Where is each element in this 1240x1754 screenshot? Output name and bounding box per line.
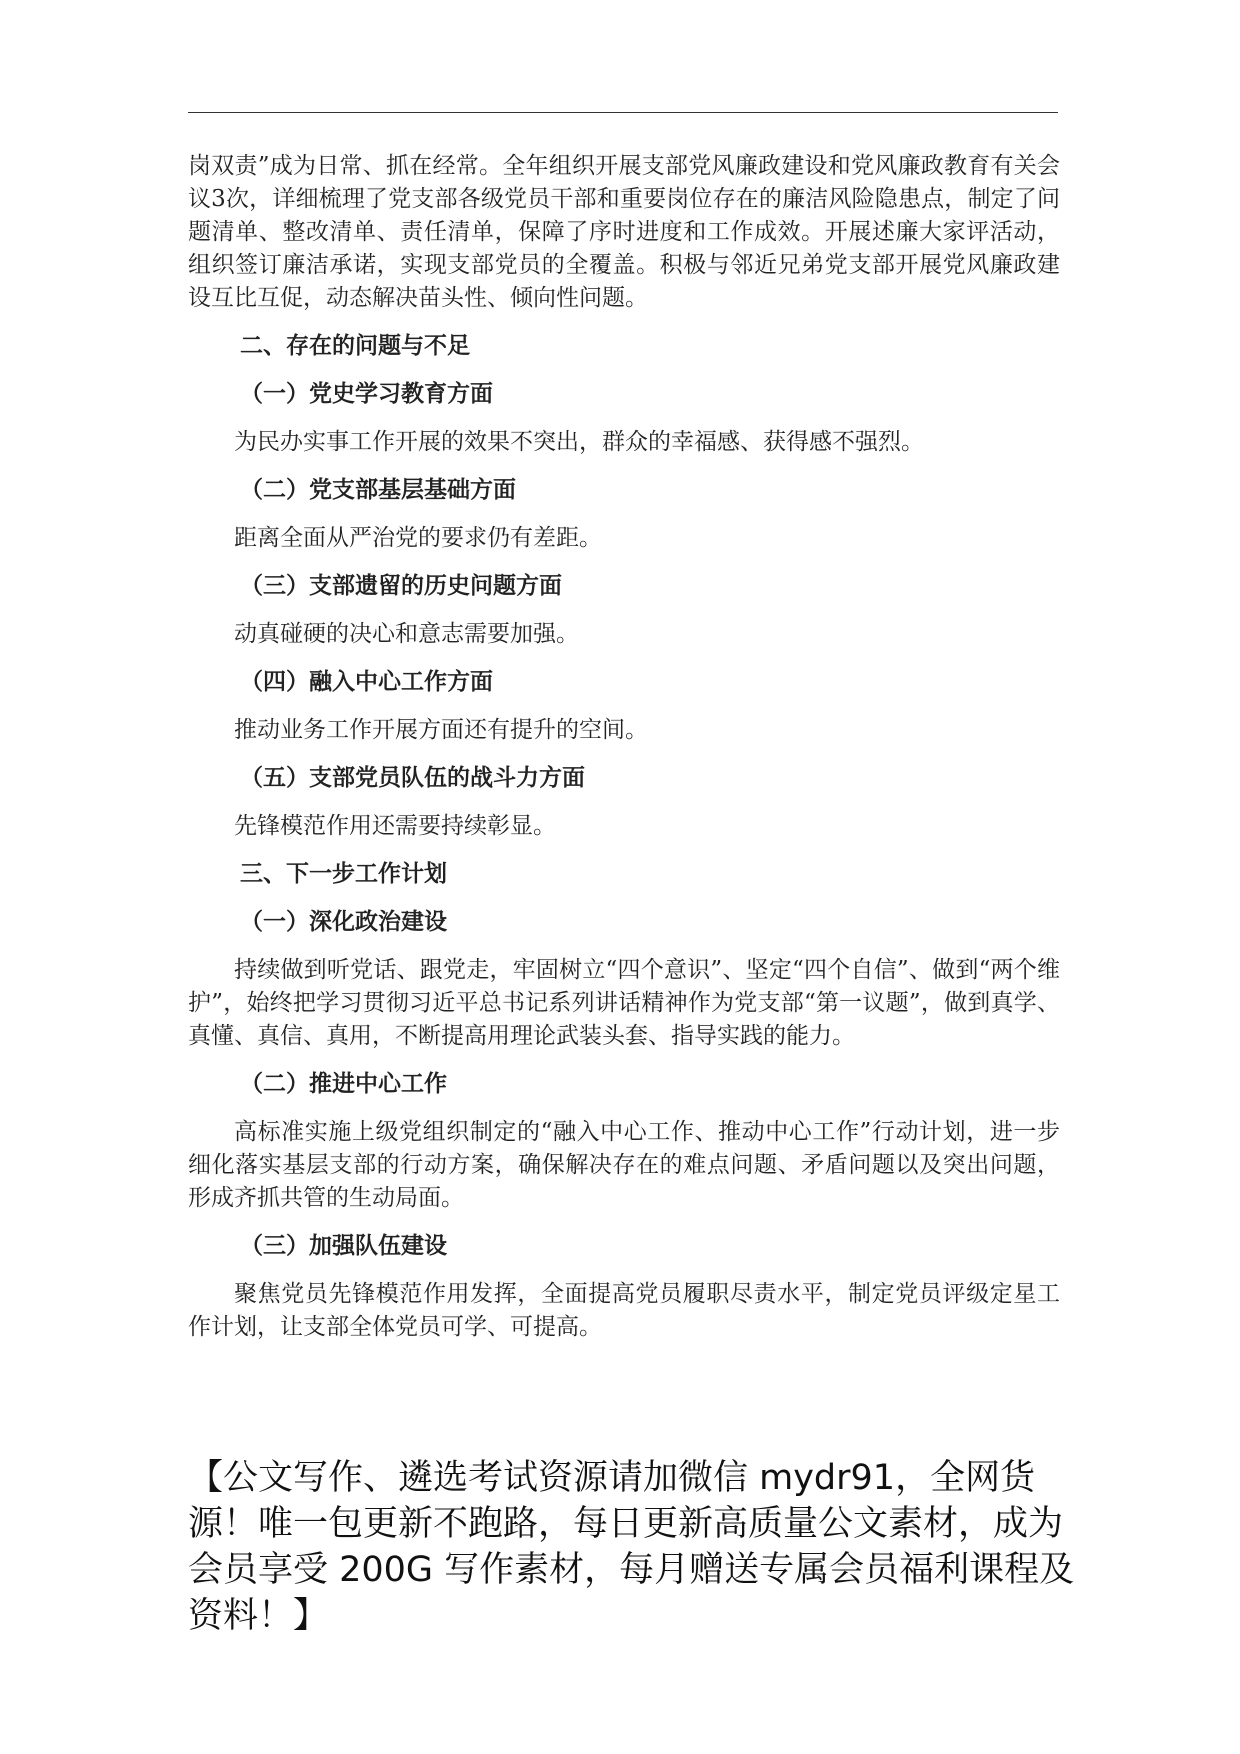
paragraph: 为民办实事工作开展的效果不突出，群众的幸福感、获得感不强烈。 xyxy=(234,429,924,455)
continuation-paragraph: 岗双责”成为日常、抓在经常。全年组织开展支部党风廉政建设和党风廉政教育有关会议3次，详细梳理了党支部各级党员干部和重要岗位存在的廉洁风险隐患点，制定了问题清单、整改清单、责任清单，保障了序时进度和工作成效。开展述廉大家评活动，组织签订廉洁承诺，实现支部党员的全覆盖。积极与邻近兄弟党支部开展党风廉政建设互比互促，动态解决苗头性、倾向性问题。 xyxy=(188,153,1060,311)
subsection-heading: （二）推进中心工作 xyxy=(240,1071,447,1097)
paragraph: 聚焦党员先锋模范作用发挥，全面提高党员履职尽责水平，制定党员评级定星工作计划，让支部全体党员可学、可提高。 xyxy=(188,1281,1060,1340)
paragraph: 距离全面从严治党的要求仍有差距。 xyxy=(234,525,602,551)
paragraph: 先锋模范作用还需要持续彰显。 xyxy=(234,813,556,839)
document-body xyxy=(188,150,1060,1344)
paragraph: 持续做到听党话、跟党走，牢固树立“四个意识”、坚定“四个自信”、做到“两个维护”，始终把学习贯彻习近平总书记系列讲话精神作为党支部“第一议题”，做到真学、真懂、真信、真用，不断提高用理论武装头套、指导实践的能力。 xyxy=(188,957,1060,1049)
section-heading: 三、下一步工作计划 xyxy=(240,861,447,887)
paragraph: 推动业务工作开展方面还有提升的空间。 xyxy=(234,717,648,743)
paragraph: 动真碰硬的决心和意志需要加强。 xyxy=(234,621,579,647)
subsection-heading: （一）深化政治建设 xyxy=(240,909,447,935)
section-heading: 二、存在的问题与不足 xyxy=(240,333,470,359)
paragraph: 高标准实施上级党组织制定的“融入中心工作、推动中心工作”行动计划，进一步细化落实基层支部的行动方案，确保解决存在的难点问题、矛盾问题以及突出问题，形成齐抓共管的生动局面。 xyxy=(188,1119,1060,1211)
subsection-heading: （二）党支部基层基础方面 xyxy=(240,477,516,503)
subsection-heading: （三）支部遗留的历史问题方面 xyxy=(240,573,562,599)
subsection-heading: （五）支部党员队伍的战斗力方面 xyxy=(240,765,585,791)
header-rule xyxy=(188,112,1058,113)
subsection-heading: （四）融入中心工作方面 xyxy=(240,669,493,695)
subsection-heading: （一）党史学习教育方面 xyxy=(240,381,493,407)
promo-banner: 【公文写作、遴选考试资源请加微信 mydr91，全网货源！唯一包更新不跑路，每日更新高质量公文素材，成为会员享受 200G 写作素材，每月赠送专属会员福利课程及资料！】 xyxy=(188,1458,1075,1636)
subsection-heading: （三）加强队伍建设 xyxy=(240,1233,447,1259)
